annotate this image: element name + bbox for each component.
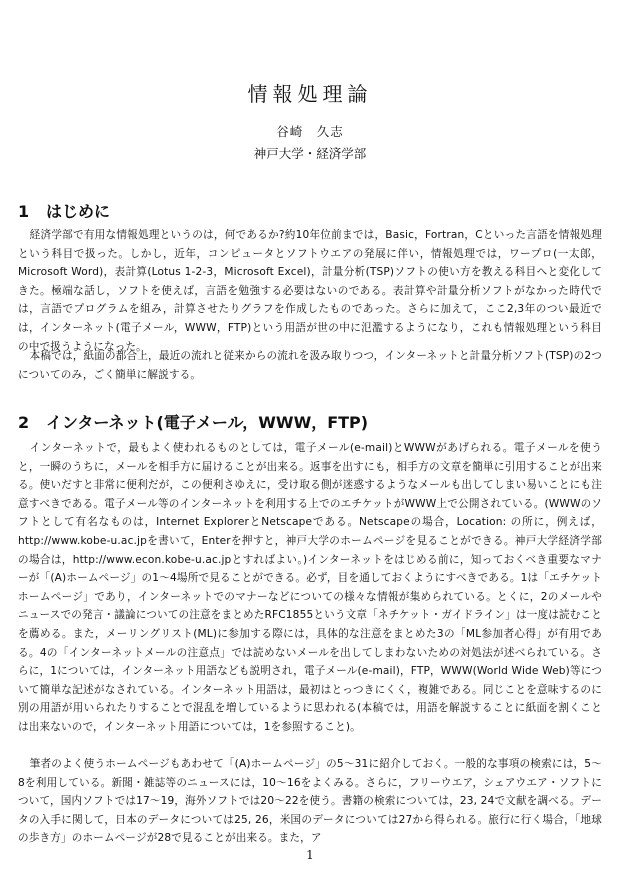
paper-page: [18, 0, 602, 877]
section-title: インターネット(電子メール，WWW，FTP): [46, 413, 369, 432]
author-name: 谷崎 久志: [276, 124, 344, 139]
section-title: はじめに: [46, 202, 111, 221]
section-heading: [18, 410, 602, 433]
paragraph: 本稿では，紙面の都合上，最近の流れと従来からの流れを汲み取りつつ，インターネットと計量分析ソフト(TSP)の2つについてのみ，ごく簡単に解説する。: [18, 350, 602, 381]
paragraph: インターネットで，最もよく使われるものとしては，電子メール(e-mail)とWWWがあげられる。電子メールを使うと，一瞬のうちに，メールを相手方に届けることが出来る。返事を出すにも，相手方の文章を簡単に引用することが出来る。使いだすと非常に便利だが，この便利さゆえに，受け取る側が迷惑するようなメールも出してしまい易いことにも注意すべきである。電子メール等のインターネットを利用する上でのエチケットがWWW上で公開されている。(WWWのソフトとして有名なものは，Internet ExplorerとNetscapeである。Netscapeの場合，Location: の所に，例えば，http://www.kobe-u.ac.jpを書いて，Enterを押すと，神戸大学のホームページを見ることができる。神戸大学経済学部の場合は，http://www.econ.kobe-u.ac.jpとすればよい。)インターネットをはじめる前に，知っておくべき重要なマナーが「(A)ホームページ」の1〜4場所で見ることができる。必ず，目を通しておくようにすべきである。1は「エチケットホームページ」であり，インターネットでのマナーなどについての様々な情報が集められている。とくに，2のメールやニュースでの発言・議論についての注意をまとめたRFC1855という文章「ネチケット・ガイドライン」は一度は読むことを薦める。また，メーリングリスト(ML)に参加する際には，具体的な注意をまとめた3の「ML参加者心得」が有用である。4の「インターネットメールの注意点」では読めないメールを出してしまわないための対処法が述べられている。さらに，1については，インターネット用語なども説明され，電子メール(e-mail)，FTP，WWW(World Wide Web)等について簡単な記述がなされている。インターネット用語は，最初はとっつきにくく，複雑である。同じことを意味するのに別の用語が用いられたりすることで混乱を増しているように思われる(本稿では，用語を解説することに紙面を割くことは出来ないので，インターネット用語については，1を参照すること)。: [18, 442, 602, 733]
section-number: 1: [18, 202, 30, 221]
paragraph: 経済学部で有用な情報処理というのは，何であるか?約10年位前までは，Basic，Fortran，Cといった言語を情報処理という科目で扱った。しかし，近年，コンピュータとソフトウエアの発展に伴い，情報処理では，ワープロ(一太郎，Microsoft Word)，表計算(Lotus 1-2-3，Microsoft Excel)，計量分析(TSP)ソフトの使い方を教える科目へと変化してきた。極端な話し，ソフトを使えば，言語を勉強する必要はないのである。表計算や計量分析ソフトがなかった時代では，言語でプログラムを組み，計算させたりグラフを作成したものであった。さらに加えて，ここ2,3年のつい最近では，インターネット(電子メール，WWW，FTP)という用語が世の中に氾濫するようになり，これも情報処理という科目の中で扱うようになった。: [18, 229, 602, 353]
section-number: 2: [18, 413, 30, 432]
paper-title: 情報処理論: [247, 82, 373, 106]
page-number: 1: [306, 848, 314, 862]
paragraph: 筆者のよく使うホームページもあわせて「(A)ホームページ」の5〜31に紹介しておく。一般的な事項の検索には，5〜8を利用している。新聞・雑誌等のニュースには，10〜16をよくみる。さらに，フリーウエア，シェアウエア・ソフトについて，国内ソフトでは17〜19，海外ソフトでは20〜22を使う。書籍の検索については，23, 24で文献を調べる。データの入手に関して，日本のデータについては25, 26，米国のデータについては27から得られる。旅行に行く場合，「地球の歩き方」のホームページが28で見ることが出来る。また，ア: [18, 758, 602, 845]
author-affiliation: 神戸大学・経済学部: [253, 146, 367, 161]
section-heading: [18, 199, 602, 222]
